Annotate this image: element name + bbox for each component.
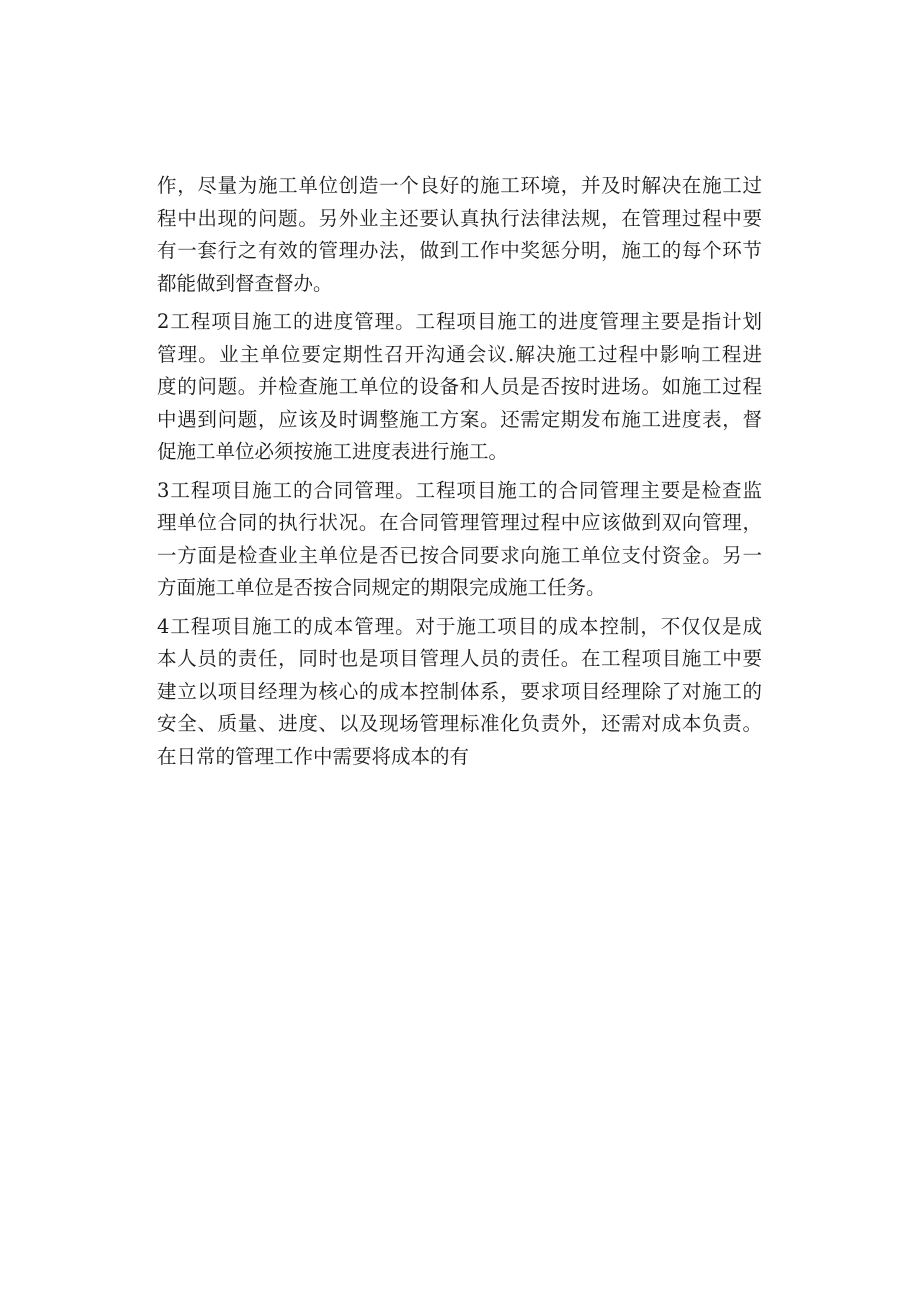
text-line: 程中出现的问题。另外业主还要认真执行法律法规，在管理过程中要 bbox=[157, 206, 762, 230]
document-body bbox=[157, 170, 762, 779]
text-line: 4工程项目施工的成本管理。对于施工项目的成本控制，不仅仅是成 bbox=[157, 614, 762, 638]
text-line: 一方面是检查业主单位是否已按合同要求向施工单位支付资金。另一 bbox=[157, 543, 762, 567]
text-line: 作，尽量为施工单位创造一个良好的施工环境，并及时解决在施工过 bbox=[157, 174, 762, 197]
text-line: 中遇到问题，应该及时调整施工方案。还需定期发布施工进度表，督 bbox=[157, 407, 762, 431]
paragraph-cost-management bbox=[157, 611, 762, 774]
paragraph-continuation bbox=[157, 170, 762, 300]
text-line: 促施工单位必须按施工进度表进行施工。 bbox=[157, 440, 509, 463]
text-line: 3工程项目施工的合同管理。工程项目施工的合同管理主要是检查监 bbox=[157, 478, 762, 502]
text-line: 安全、质量、进度、以及现场管理标准化负责外，还需对成本负责。 bbox=[157, 712, 762, 735]
text-line: 本人员的责任，同时也是项目管理人员的责任。在工程项目施工中要 bbox=[157, 647, 762, 670]
text-line: 建立以项目经理为核心的成本控制体系，要求项目经理除了对施工的 bbox=[157, 679, 762, 703]
text-line: 2工程项目施工的进度管理。工程项目施工的进度管理主要是指计划 bbox=[157, 310, 762, 333]
text-line: 方面施工单位是否按合同规定的期限完成施工任务。 bbox=[157, 576, 606, 599]
paragraph-contract-management bbox=[157, 475, 762, 605]
text-line: 在日常的管理工作中需要将成本的有 bbox=[157, 744, 470, 768]
text-line: 理单位合同的执行状况。在合同管理管理过程中应该做到双向管理， bbox=[157, 511, 762, 534]
text-line: 管理。业主单位要定期性召开沟通会议.解决施工过程中影响工程进 bbox=[157, 342, 762, 366]
paragraph-progress-management bbox=[157, 306, 762, 469]
text-line: 度的问题。并检查施工单位的设备和人员是否按时进场。如施工过程 bbox=[157, 375, 762, 398]
text-line: 有一套行之有效的管理办法，做到工作中奖惩分明，施工的每个环节 bbox=[157, 239, 762, 262]
text-line: 都能做到督查督办。 bbox=[157, 271, 333, 295]
